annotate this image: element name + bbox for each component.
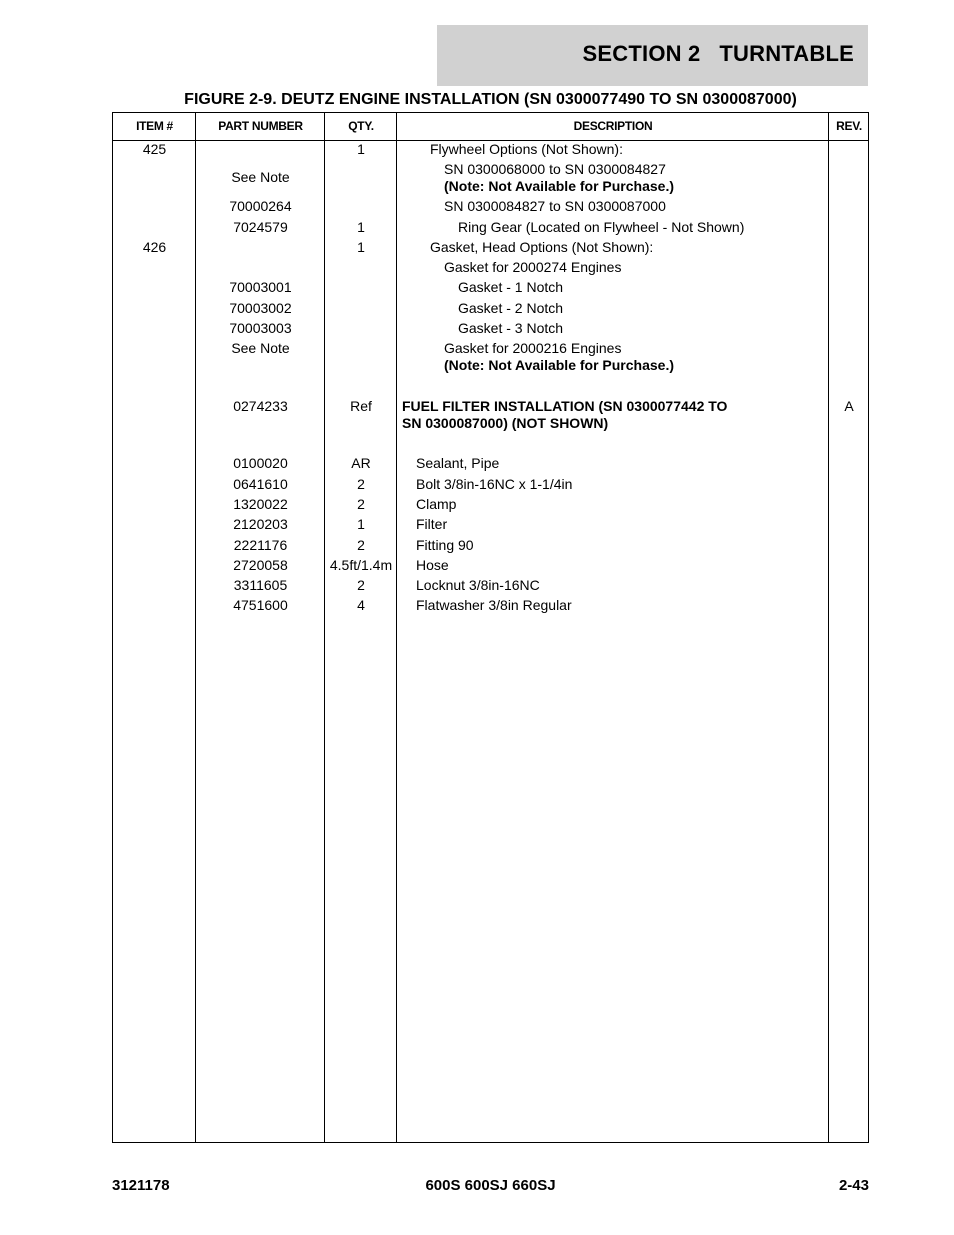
table-row-description: Ring Gear (Located on Flywheel - Not Shown) bbox=[458, 219, 745, 235]
table-row-qty: Ref bbox=[350, 398, 372, 414]
table-row-item: 426 bbox=[142, 239, 167, 255]
table-row-part-number: See Note bbox=[231, 340, 290, 356]
footer-doc-number: 3121178 bbox=[112, 1177, 170, 1194]
table-row-part-number: 70003001 bbox=[229, 279, 292, 295]
table-row-description: Gasket - 3 Notch bbox=[458, 320, 564, 336]
table-row-qty: 2 bbox=[357, 537, 365, 553]
table-row-description: Hose bbox=[416, 557, 449, 573]
table-row-part-number: 70003003 bbox=[229, 320, 292, 336]
table-row-note: (Note: Not Available for Purchase.) bbox=[444, 178, 675, 194]
table-row-description: Flatwasher 3/8in Regular bbox=[416, 597, 572, 613]
table-row-description: Fitting 90 bbox=[416, 537, 474, 553]
parts-table bbox=[112, 112, 869, 1143]
table-row-rev: A bbox=[844, 398, 854, 414]
table-row-qty: 1 bbox=[357, 239, 365, 255]
table-row-part-number: 4751600 bbox=[233, 597, 288, 613]
col-header-qty: QTY. bbox=[348, 119, 374, 133]
col-header-part-number: PART NUMBER bbox=[218, 119, 303, 133]
table-row-description: Filter bbox=[416, 516, 448, 532]
table-row-part-number: 70003002 bbox=[229, 300, 292, 316]
figure-title: FIGURE 2-9. DEUTZ ENGINE INSTALLATION (SN 0300077490 TO SN 0300087000) bbox=[184, 91, 797, 108]
table-row-qty: 4.5ft/1.4m bbox=[329, 557, 393, 573]
footer-models: 600S 600SJ 660SJ bbox=[425, 1177, 556, 1194]
table-row-description: Gasket - 1 Notch bbox=[458, 279, 564, 295]
table-row-item: 425 bbox=[142, 141, 167, 157]
column-divider bbox=[324, 113, 325, 1142]
table-row-part-number: 7024579 bbox=[233, 219, 288, 235]
table-row-qty: 4 bbox=[357, 597, 365, 613]
table-row-part-number: 0641610 bbox=[233, 476, 288, 492]
table-row-description: Flywheel Options (Not Shown): bbox=[430, 141, 623, 157]
table-row-qty: 2 bbox=[357, 577, 365, 593]
table-row-part-number: 70000264 bbox=[229, 198, 292, 214]
column-divider bbox=[828, 113, 829, 1142]
table-row-part-number: 2221176 bbox=[233, 537, 288, 553]
table-row-qty: AR bbox=[351, 455, 371, 471]
table-row-qty: 1 bbox=[357, 141, 365, 157]
column-divider bbox=[396, 113, 397, 1142]
table-row-description: FUEL FILTER INSTALLATION (SN 0300077442 TO bbox=[402, 398, 728, 414]
table-row-part-number: 0274233 bbox=[233, 398, 288, 414]
table-row-note: (Note: Not Available for Purchase.) bbox=[444, 357, 675, 373]
table-row-description: Gasket - 2 Notch bbox=[458, 300, 564, 316]
footer-page-number: 2-43 bbox=[838, 1177, 869, 1194]
section-header-box bbox=[437, 25, 868, 86]
column-divider bbox=[195, 113, 196, 1142]
table-row-description: Clamp bbox=[416, 496, 457, 512]
col-header-description: DESCRIPTION bbox=[573, 119, 653, 133]
table-row-part-number: 3311605 bbox=[233, 577, 288, 593]
table-row-description: Locknut 3/8in-16NC bbox=[416, 577, 540, 593]
table-row-description: Gasket, Head Options (Not Shown): bbox=[430, 239, 654, 255]
table-row-description: Bolt 3/8in-16NC x 1-1/4in bbox=[416, 476, 573, 492]
table-row-qty: 1 bbox=[357, 516, 365, 532]
table-row-description: Gasket for 2000274 Engines bbox=[444, 259, 622, 275]
col-header-item: ITEM # bbox=[136, 119, 173, 133]
table-row-part-number: See Note bbox=[231, 169, 290, 185]
table-row-description: SN 0300084827 to SN 0300087000 bbox=[444, 198, 666, 214]
table-row-part-number: 0100020 bbox=[233, 455, 288, 471]
table-row-part-number: 1320022 bbox=[233, 496, 288, 512]
table-row-description: Sealant, Pipe bbox=[416, 455, 500, 471]
section-title: SECTION 2 TURNTABLE bbox=[582, 41, 854, 66]
table-row-description: Gasket for 2000216 Engines bbox=[444, 340, 622, 356]
table-row-part-number: 2720058 bbox=[233, 557, 288, 573]
table-row-part-number: 2120203 bbox=[233, 516, 288, 532]
table-row-qty: 2 bbox=[357, 476, 365, 492]
table-row-description-cont: SN 0300087000) (NOT SHOWN) bbox=[402, 415, 609, 431]
table-row-qty: 1 bbox=[357, 219, 365, 235]
table-row-description: SN 0300068000 to SN 0300084827 bbox=[444, 161, 666, 177]
table-row-qty: 2 bbox=[357, 496, 365, 512]
col-header-rev: REV. bbox=[836, 119, 862, 133]
